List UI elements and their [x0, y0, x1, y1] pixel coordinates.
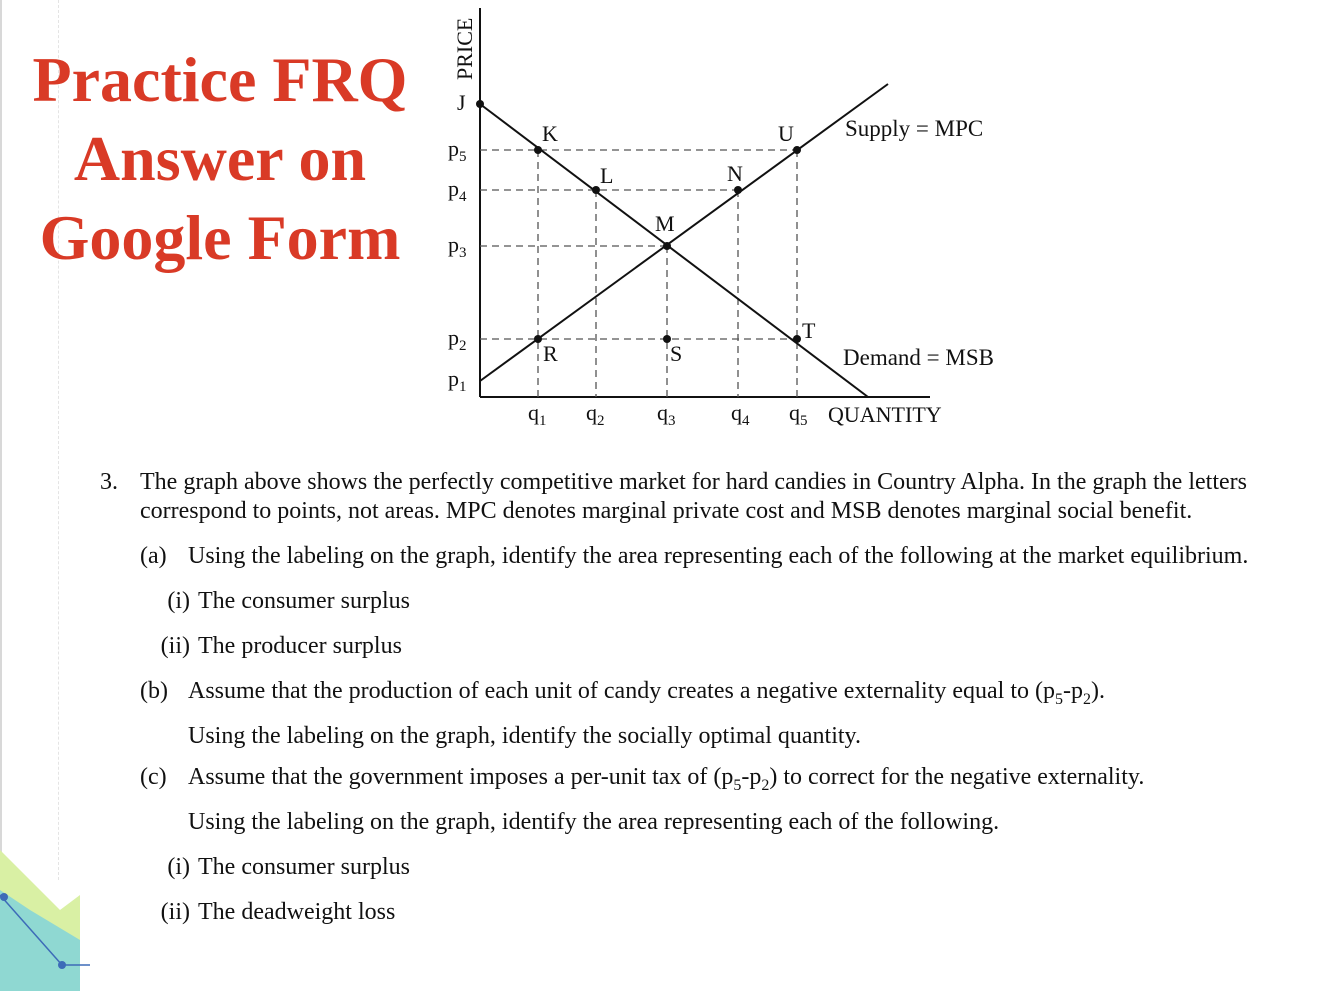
market-graph: [0, 0, 1325, 460]
part-a-ii-label: (ii): [160, 633, 190, 659]
qty-label-q4: $q_4$: [731, 400, 750, 429]
point-label-U: U: [778, 121, 794, 146]
demand-label: Demand = MSB: [843, 345, 994, 370]
point-label-L: L: [600, 163, 614, 188]
y-axis-label: PRICE: [452, 17, 477, 80]
part-a-text: Using the labeling on the graph, identify the area representing each of the following at the market equilibrium.: [188, 543, 1249, 569]
deco-dot: [0, 893, 8, 901]
price-label-p4: $p_4$: [448, 176, 467, 205]
part-a-label: (a): [140, 543, 167, 569]
qty-label-q2: $q_2$: [586, 400, 605, 429]
price-label-p5: $p_5$: [448, 136, 467, 165]
point-label-T: T: [802, 318, 816, 343]
question-intro-text: The graph above shows the perfectly competitive market for hard candies in Country Alpha. In the graph the letters correspond to points, not areas. MPC denotes marginal private cost and MSB denotes marginal social benefit.: [140, 469, 1247, 524]
qty-label-q1: $q_1$: [528, 400, 547, 429]
point-T: [793, 335, 801, 343]
part-c-i-label: (i): [167, 853, 190, 880]
point-label-N: N: [727, 161, 743, 186]
corner-decoration: [0, 850, 90, 991]
part-a-i-text: The consumer surplus: [198, 588, 410, 614]
point-N: [734, 186, 742, 194]
part-c-ii-label: (ii): [160, 898, 190, 925]
part-a-i-label: (i): [167, 588, 190, 614]
part-c-i: [140, 853, 1325, 882]
part-c-ii-text: The deadweight loss: [198, 898, 396, 925]
graph-points: [476, 100, 801, 343]
point-label-R: R: [543, 341, 558, 366]
part-c-label: (c): [140, 763, 167, 790]
x-axis-label: QUANTITY: [828, 402, 942, 427]
point-L: [592, 186, 600, 194]
point-label-K: K: [542, 121, 558, 146]
qty-label-q5: $q_5$: [789, 400, 808, 429]
point-label-S: S: [670, 341, 683, 366]
part-a-ii: [140, 632, 1325, 661]
part-b-label: (b): [140, 678, 168, 704]
price-label-p3: $p_3$: [448, 232, 467, 261]
title-line-1: Practice FRQ: [32, 44, 408, 115]
part-a-i: [140, 587, 1325, 616]
part-c-i-text: The consumer surplus: [198, 853, 410, 880]
part-c: [140, 763, 1325, 837]
point-R: [534, 335, 542, 343]
part-b: [140, 677, 1325, 751]
point-J: [476, 100, 484, 108]
question-intro: [100, 468, 1325, 526]
part-a: [140, 542, 1325, 571]
part-c-line2: Using the labeling on the graph, identify the area representing each of the following.: [188, 808, 1000, 835]
question-number: 3.: [100, 469, 118, 495]
point-K: [534, 146, 542, 154]
part-c-line1: Assume that the government imposes a per-unit tax of $(p_5-p_2)$ to correct for the negative externality.: [188, 763, 1145, 794]
deco-dot-2: [58, 961, 66, 969]
price-label-J: J: [457, 90, 466, 115]
price-label-p1: $p_1$: [448, 366, 467, 395]
dashed-guides: [480, 150, 797, 397]
title-line-3: Google Form: [39, 202, 401, 273]
point-M: [663, 242, 671, 250]
point-label-M: M: [655, 211, 675, 236]
part-c-ii: [140, 898, 1325, 927]
price-label-p2: $p_2$: [448, 325, 467, 354]
point-U: [793, 146, 801, 154]
part-b-line1: Assume that the production of each unit of candy creates a negative externality equal to $(p_5-p_2)$.: [188, 678, 1106, 708]
part-a-ii-text: The producer surplus: [198, 633, 402, 659]
part-b-line2: Using the labeling on the graph, identify the socially optimal quantity.: [188, 722, 861, 749]
supply-label: Supply = MPC: [845, 116, 984, 141]
title-line-2: Answer on: [73, 123, 367, 194]
qty-label-q3: $q_3$: [657, 400, 676, 429]
question-block: [100, 468, 1325, 927]
